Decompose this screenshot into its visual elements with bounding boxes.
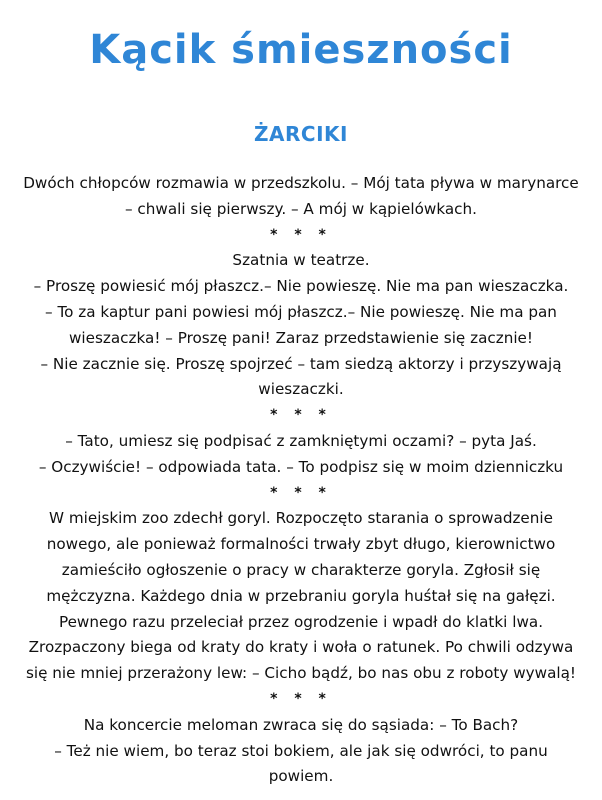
joke-item	[0, 713, 602, 790]
joke-item	[0, 429, 602, 481]
section-title: ŻARCIKI	[254, 122, 348, 146]
joke-separator: * * *	[270, 690, 332, 707]
joke-item	[0, 171, 602, 223]
joke-line: wieszaczki.	[258, 380, 344, 399]
joke-line: Dwóch chłopców rozmawia w przedszkolu. – Mój tata pływa w marynarce	[23, 174, 579, 192]
joke-line: Szatnia w teatrze.	[232, 251, 370, 270]
joke-line: zamieściło ogłoszenie o pracy w charakterze goryla. Zgłosił się	[61, 560, 541, 579]
joke-item	[0, 506, 602, 687]
joke-line: Na koncercie meloman zwraca się do sąsiada: – To Bach?	[83, 715, 519, 734]
joke-line: Pewnego razu przeleciał przez ogrodzenie i wpadł do klatki lwa.	[58, 612, 544, 631]
joke-separator: * * *	[270, 407, 332, 424]
joke-line: – Tato, umiesz się podpisać z zamkniętymi oczami? – pyta Jaś.	[65, 431, 537, 450]
joke-line: – Też nie wiem, bo teraz stoi bokiem, ale jak się odwróci, to panu	[54, 741, 548, 760]
joke-line: – To za kaptur pani powiesi mój płaszcz.– Nie powieszę. Nie ma pan	[45, 302, 557, 321]
joke-line: mężczyzna. Każdego dnia w przebraniu goryla huśtał się na gałęzi.	[46, 586, 556, 605]
joke-line: wieszaczka! – Proszę pani! Zaraz przedstawienie się zacznie!	[68, 328, 534, 347]
joke-line: – Proszę powiesić mój płaszcz.– Nie powieszę. Nie ma pan wieszaczka.	[33, 277, 569, 296]
joke-line: się nie mniej przerażony lew: – Cicho bądź, bo nas obu z roboty wywalą!	[25, 664, 577, 683]
joke-line: W miejskim zoo zdechł goryl. Rozpoczęto starania o sprowadzenie	[48, 509, 553, 528]
joke-line: Zrozpaczony biega od kraty do kraty i woła o ratunek. Po chwili odzywa	[28, 638, 574, 657]
joke-line: nowego, ale ponieważ formalności trwały zbyt długo, kierownictwo	[46, 535, 556, 554]
joke-separator: * * *	[270, 226, 332, 243]
joke-line: – chwali się pierwszy. – A mój w kąpielówkach.	[124, 199, 478, 218]
joke-item	[0, 248, 602, 403]
joke-line: – Nie zacznie się. Proszę spojrzeć – tam siedzą aktorzy i przyszywają	[40, 354, 562, 373]
joke-line: – Oczywiście! – odpowiada tata. – To podpisz się w moim dzienniczku	[38, 457, 564, 476]
joke-line: powiem.	[268, 767, 334, 786]
page-title: Kącik śmieszności	[89, 27, 513, 73]
jokes-list	[0, 171, 602, 790]
joke-separator: * * *	[270, 484, 332, 501]
